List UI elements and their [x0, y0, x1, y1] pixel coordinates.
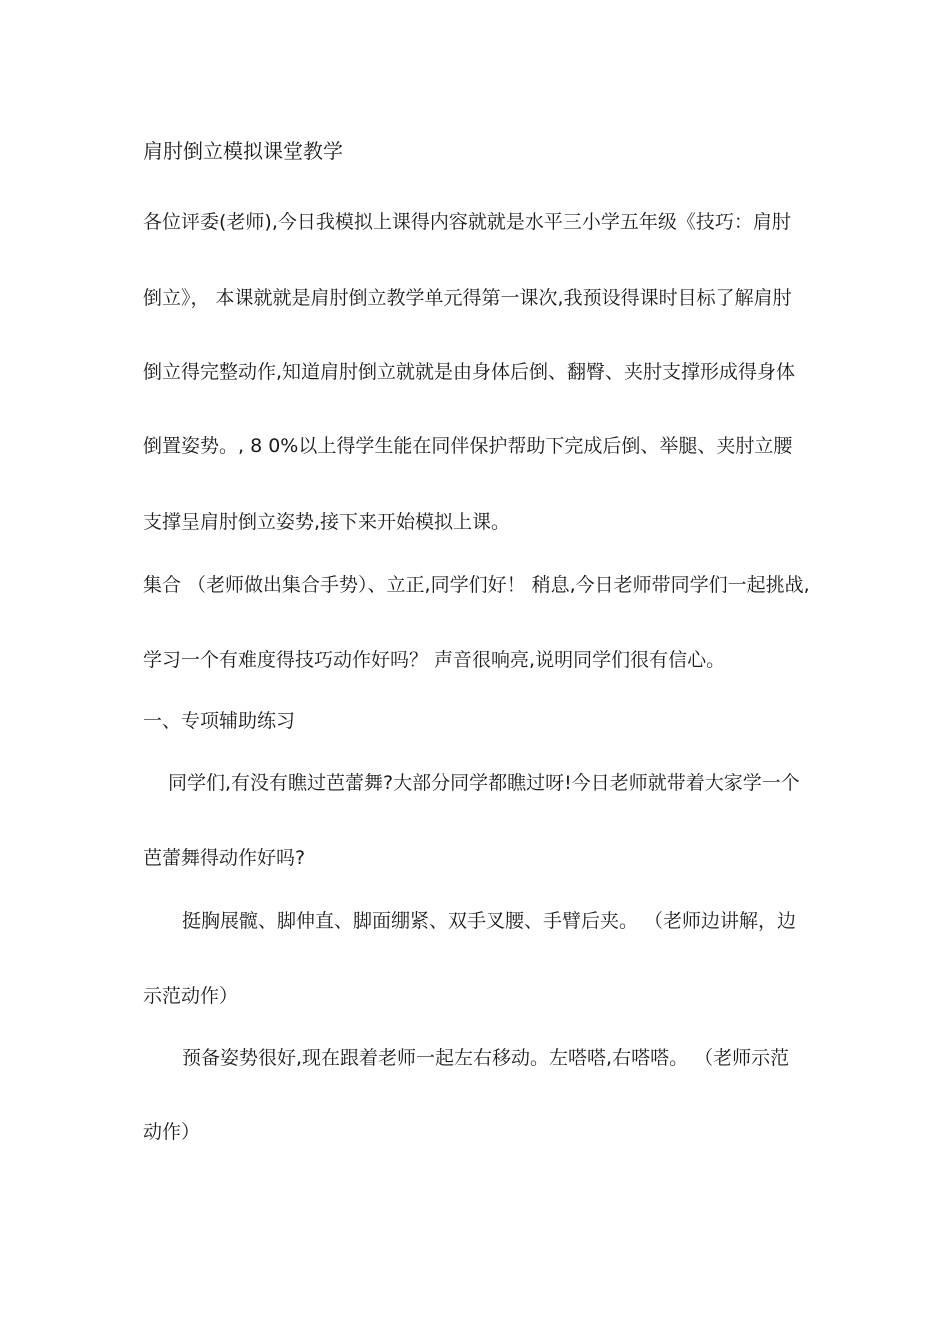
- document-title: 肩肘倒立模拟课堂教学: [143, 139, 343, 163]
- paragraph-line: 倒立得完整动作,知道肩肘倒立就就是由身体后倒、翻臀、夹肘支撑形成得身体: [143, 361, 796, 383]
- paragraph-line: 各位评委(老师),今日我模拟上课得内容就就是水平三小学五年级《技巧：肩肘: [143, 211, 791, 233]
- section-heading: 一、专项辅助练习: [143, 710, 296, 732]
- paragraph-line: 预备姿势很好,现在跟着老师一起左右移动。左嗒嗒,右嗒嗒。 （老师示范: [182, 1047, 790, 1069]
- paragraph-line: 同学们,有没有瞧过芭蕾舞?大部分同学都瞧过呀!今日老师就带着大家学一个: [168, 772, 800, 794]
- paragraph-line: 示范动作）: [143, 985, 239, 1007]
- paragraph-line: 学习一个有难度得技巧动作好吗？ 声音很响亮,说明同学们很有信心。: [143, 649, 726, 671]
- paragraph-line: 挺胸展髋、脚伸直、脚面绷紧、双手叉腰、手臂后夹。 （老师边讲解，边: [182, 910, 797, 932]
- paragraph-line: 动作）: [143, 1121, 201, 1143]
- paragraph-line: 倒置姿势。, 8 0%以上得学生能在同伴保护帮助下完成后倒、举腿、夹肘立腰: [143, 435, 793, 457]
- paragraph-line: 集合 （老师做出集合手势）、立正,同学们好！ 稍息,今日老师带同学们一起挑战,: [143, 574, 810, 596]
- paragraph-line: 芭蕾舞得动作好吗?: [143, 847, 306, 869]
- paragraph-line: 倒立》， 本课就就是肩肘倒立教学单元得第一课次,我预设得课时目标了解肩肘: [143, 287, 792, 309]
- paragraph-line: 支撑呈肩肘倒立姿势,接下来开始模拟上课。: [143, 511, 511, 533]
